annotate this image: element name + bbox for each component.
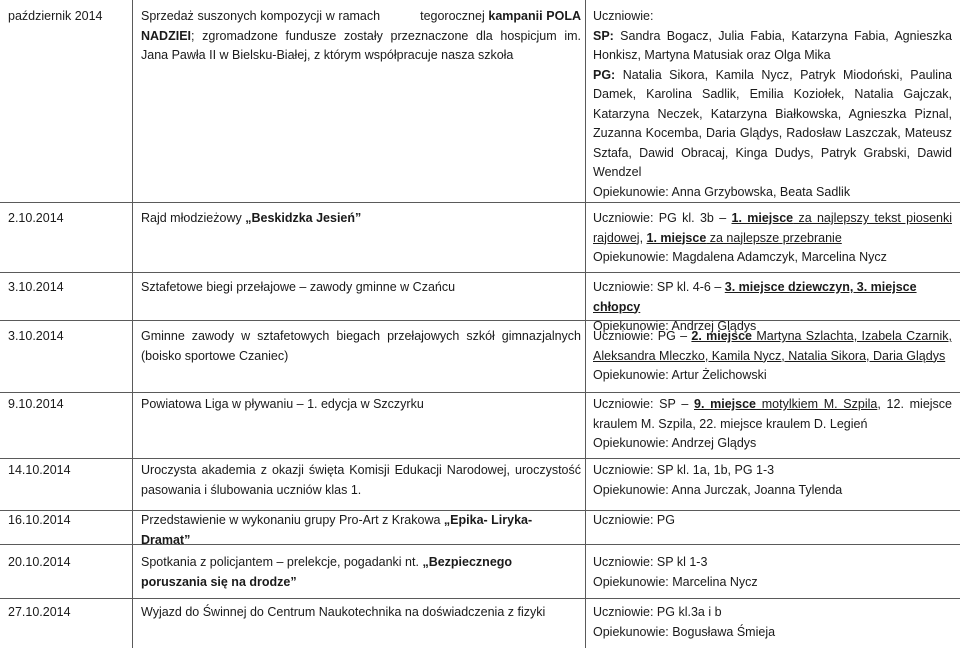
event-description: Wyjazd do Świnnej do Centrum Naukotechnika na doświadczenia z fizyki: [141, 605, 546, 619]
event-description: Spotkania z policjantem – prelekcje, pogadanki nt. „Bezpiecznego poruszania się na drodze”: [141, 555, 513, 589]
table-row: [0, 392, 960, 459]
event-participants: Uczniowie: PG kl. 3b – 1. miejsce za najlepszy tekst piosenki rajdowej, 1. miejsce za najlepsze przebranie Opiekunowie: Magdalena Adamczyk, Marcelina Nycz: [593, 211, 953, 264]
event-participants: Uczniowie: PG – 2. miejsce Martyna Szlachta, Izabela Czarnik, Aleksandra Mleczko, Kamila Nycz, Natalia Sikora, Daria Glądys Opiekunowie: Artur Żelichowski: [593, 329, 952, 382]
event-description: Uroczysta akademia z okazji święta Komisji Edukacji Narodowej, uroczystość pasowania i ślubowania uczniów klas 1.: [141, 463, 581, 497]
event-participants: Uczniowie: SP – 9. miejsce motylkiem M. Szpila, 12. miejsce kraulem M. Szpila, 22. miejsce kraulem D. Legień Opiekunowie: Andrzej Glądys: [593, 397, 953, 450]
event-date: 16.10.2014: [8, 513, 71, 527]
event-description: Przedstawienie w wykonaniu grupy Pro-Art z Krakowa „Epika- Liryka-Dramat”: [141, 513, 533, 547]
table-row: [0, 202, 960, 273]
event-description: Rajd młodzieżowy „Beskidzka Jesień”: [141, 211, 362, 225]
event-date: 14.10.2014: [8, 463, 71, 477]
event-date: 2.10.2014: [8, 211, 64, 225]
table-row: [0, 544, 960, 599]
event-participants: Uczniowie: PG: [593, 513, 675, 527]
event-date: październik 2014: [8, 9, 103, 23]
event-description: Sprzedaż suszonych kompozycji w ramach tegorocznej kampanii POLA NADZIEI; zgromadzone fundusze zostały przeznaczone dla hospicjum im. Jana Pawła II w Bielsku-Białej, z którym współpracuje nasza szkoła: [141, 9, 581, 62]
event-description: Powiatowa Liga w pływaniu – 1. edycja w Szczyrku: [141, 397, 424, 411]
table-row: [0, 0, 960, 202]
table-row: [0, 458, 960, 511]
table-row: [0, 272, 960, 333]
event-date: 3.10.2014: [8, 329, 64, 343]
event-participants: Uczniowie: SP kl 1-3 Opiekunowie: Marcelina Nycz: [593, 555, 758, 589]
event-date: 3.10.2014: [8, 280, 64, 294]
event-date: 20.10.2014: [8, 555, 71, 569]
event-participants: Uczniowie: SP: Sandra Bogacz, Julia Fabia, Katarzyna Fabia, Agnieszka Honkisz, Martyna Matusiak oraz Olga Mika PG: Natalia Sikora, Kamila Nycz, Patryk Miodoński, Paulina Damek, Karolina Sadlik, Emilia Koziołek, Natalia Gajczak, Katarzyna Neczek, Katarzyna Białkowska, Agnieszka Piznal, Zuzanna Kocemba, Daria Glądys, Radosław Laszczak, Mateusz Sztafa, Dawid Obracaj, Kinga Dudys, Patryk Grabski, Dawid Wendzel Opiekunowie: Anna Grzybowska, Beata Sadlik: [593, 9, 952, 199]
event-participants: Uczniowie: SP kl. 1a, 1b, PG 1-3 Opiekunowie: Anna Jurczak, Joanna Tylenda: [593, 463, 843, 497]
table-row: [0, 510, 960, 545]
event-date: 9.10.2014: [8, 397, 64, 411]
event-participants: Uczniowie: PG kl.3a i b Opiekunowie: Bogusława Śmieja: [593, 605, 776, 639]
table-row: [0, 598, 960, 649]
table-row: [0, 320, 960, 393]
event-description: Gminne zawody w sztafetowych biegach przełajowych szkół gimnazjalnych (boisko sportowe Czaniec): [141, 329, 581, 363]
event-date: 27.10.2014: [8, 605, 71, 619]
event-participants: Uczniowie: SP kl. 4-6 – 3. miejsce dziewczyn, 3. miejsce chłopcy Opiekunowie: Andrzej Glądys: [593, 280, 917, 333]
event-description: Sztafetowe biegi przełajowe – zawody gminne w Czańcu: [141, 280, 456, 294]
campaign-name: kampanii POLA NADZIEI: [141, 9, 581, 43]
